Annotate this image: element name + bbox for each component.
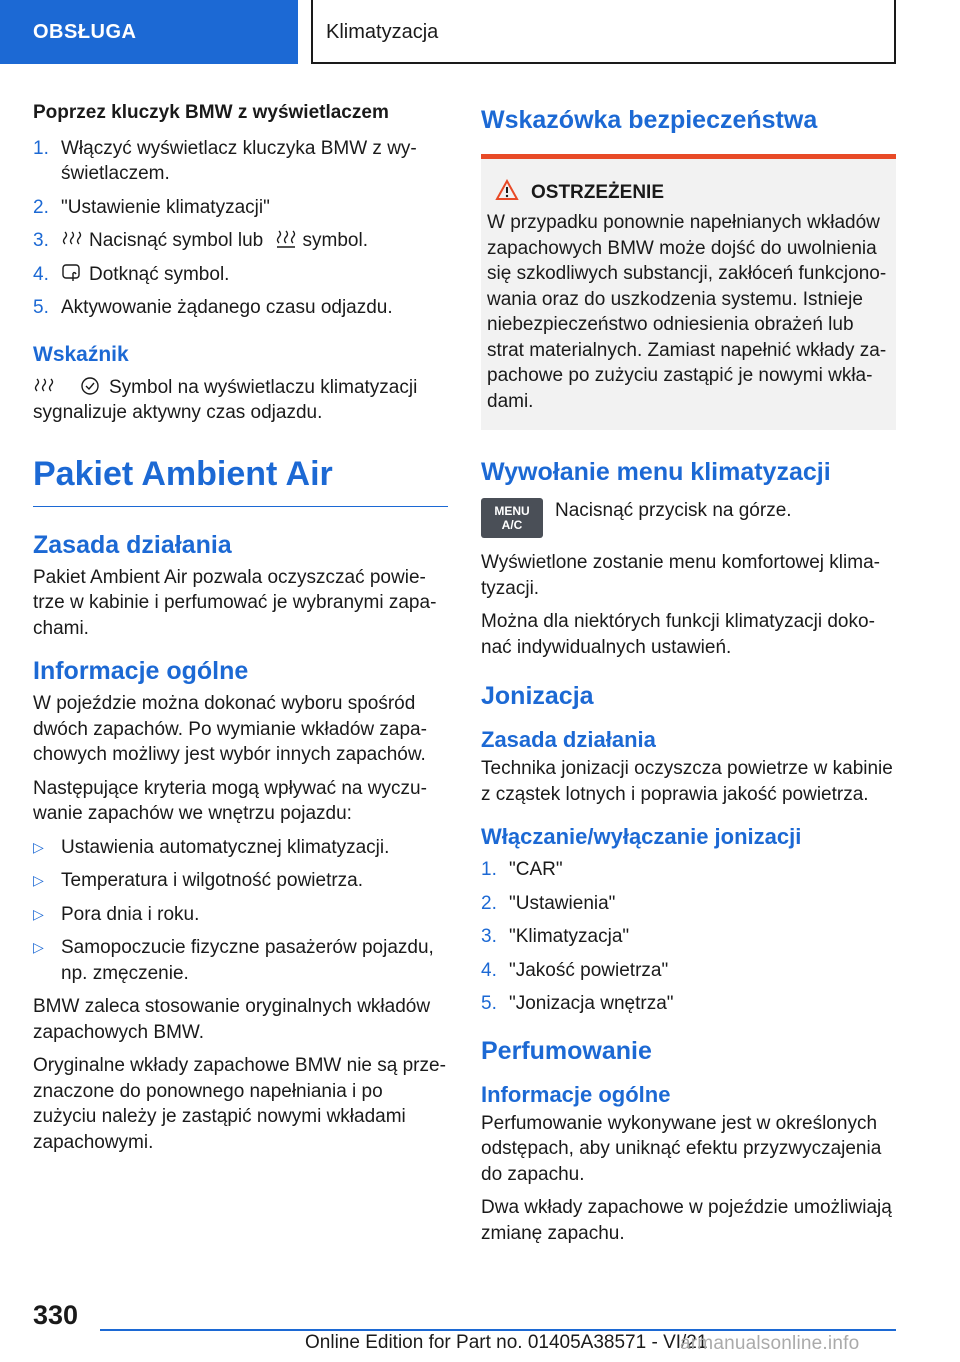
general-info-heading: Informacje ogólne	[33, 657, 249, 685]
key-display-heading: Poprzez kluczyk BMW z wyświetlaczem	[33, 102, 389, 123]
general-paragraph: Oryginalne wkłady zapachowe BMW nie są przeznaczone do ponownego napełniania i po zużyciu należy je zastąpić nowymi wkładami zapachowymi.	[33, 1055, 446, 1153]
list-item: ▷ Ustawienia automatycznej klimatyzacji.	[33, 836, 390, 858]
list-item: 5. Aktywowanie żądanego czasu odjazdu.	[33, 297, 393, 318]
list-item: 2. "Ustawienia"	[481, 892, 616, 914]
ion-toggle-heading: Włączanie/wyłączanie jonizacji	[481, 824, 802, 849]
perfume-general-heading: Informacje ogólne	[481, 1081, 671, 1107]
general-paragraph: W pojeździe można dokonać wyboru spośród dwóch zapachów. Po wymianie wkładów zapachowych możliwy jest wybór innych zapachów.	[33, 693, 427, 765]
list-item: 1. "CAR"	[481, 859, 563, 880]
menu-paragraph: Można dla niektórych funkcji klimatyzacji dokonać indywidualnych ustawień.	[481, 611, 875, 658]
list-item: 2. "Ustawienie klimatyzacji"	[33, 196, 270, 218]
menu-row	[481, 498, 896, 538]
indicator-text: Symbol na wyświetlaczu klimatyzacji sygnalizuje aktywny czas odjazdu.	[33, 376, 418, 423]
air-freshness-icon	[61, 229, 83, 249]
page-number: 330	[33, 1300, 79, 1330]
general-paragraph: BMW zaleca stosowanie oryginalnych wkładów zapachowych BMW.	[33, 996, 431, 1043]
warning-box	[481, 154, 896, 430]
list-item: 1. Włączyć wyświetlacz kluczyka BMW z wyświetlaczem.	[33, 137, 417, 184]
ion-steps-list	[481, 857, 896, 1017]
ionization-heading: Jonizacja	[481, 682, 594, 710]
right-column	[481, 100, 896, 1254]
principle-heading: Zasada działania	[33, 530, 232, 559]
watermark-site: armanualsonline.info	[680, 1333, 860, 1354]
list-item: 3. "Klimatyzacja"	[481, 926, 630, 947]
list-item: 4. Dotknąć symbol.	[33, 263, 230, 285]
ambient-air-heading: Pakiet Ambient Air	[33, 454, 448, 507]
indicator-heading: Wskaźnik	[33, 342, 129, 366]
safety-heading: Wskazówka bezpieczeństwa	[481, 106, 818, 134]
ion-principle-heading: Zasada działania	[481, 727, 656, 752]
list-item: 4. "Jakość powietrza"	[481, 959, 669, 981]
warning-text: W przypadku ponownie napełnianych wkładów zapachowych BMW może dojść do uwolnienia się szkodliwych substancji, zakłóceń funkcjonowania oraz do uszkodzenia systemu. Istnieje niebezpieczeństwo odniesienia obrażeń lub strat materialnych. Zamiast napełnić wkłady zapachowe po zużyciu zastąpić je nowymi wkładami.	[487, 212, 887, 412]
key-steps-list	[33, 136, 448, 321]
criteria-list	[33, 835, 448, 987]
list-item: ▷ Pora dnia i roku.	[33, 903, 200, 925]
menu-heading: Wywołanie menu klimatyzacji	[481, 458, 831, 486]
section-tab: OBSŁUGA	[0, 0, 298, 64]
principle-text: Pakiet Ambient Air pozwala oczyszczać powietrze w kabinie i perfumować je wybranymi zapachami.	[33, 566, 437, 639]
menu-ac-button: MENU A/C	[481, 498, 543, 538]
perfume-heading: Perfumowanie	[481, 1036, 652, 1065]
list-item: ▷ Temperatura i wilgotność powietrza.	[33, 870, 364, 891]
touch-icon	[61, 263, 83, 283]
list-item: 3. Nacisnąć symbol lub symbol.	[33, 230, 368, 251]
general-paragraph: Następujące kryteria mogą wpływać na wyczuwanie zapachów we wnętrzu pojazdu:	[33, 777, 427, 824]
menu-press-text: Nacisnąć przycisk na górze.	[555, 500, 792, 521]
air-freshness-icon	[33, 376, 55, 396]
perfume-paragraph: Dwa wkłady zapachowe w pojeździe umożliwiają zmianę zapachu.	[481, 1197, 892, 1244]
edition-text: Online Edition for Part no. 01405A38571 - VI/21	[305, 1332, 708, 1353]
warning-triangle-icon	[495, 179, 519, 201]
ion-principle-text: Technika jonizacji oczyszcza powietrze w kabinie z cząstek lotnych i poprawia jakość powietrza.	[481, 758, 893, 805]
list-item: 5. "Jonizacja wnętrza"	[481, 993, 674, 1014]
left-column	[33, 100, 448, 1163]
clock-icon	[79, 376, 101, 396]
warning-title: OSTRZEŻENIE	[487, 179, 888, 206]
page-title: Klimatyzacja	[311, 0, 896, 64]
air-ventilation-icon	[275, 229, 297, 249]
menu-paragraph: Wyświetlone zostanie menu komfortowej klimatyzacji.	[481, 552, 880, 599]
list-item: ▷ Samopoczucie fizyczne pasażerów pojazdu, np. zmęczenie.	[33, 937, 434, 984]
perfume-paragraph: Perfumowanie wykonywane jest w określonych odstępach, aby uniknąć efektu przyzwyczajenia do zapachu.	[481, 1112, 882, 1185]
